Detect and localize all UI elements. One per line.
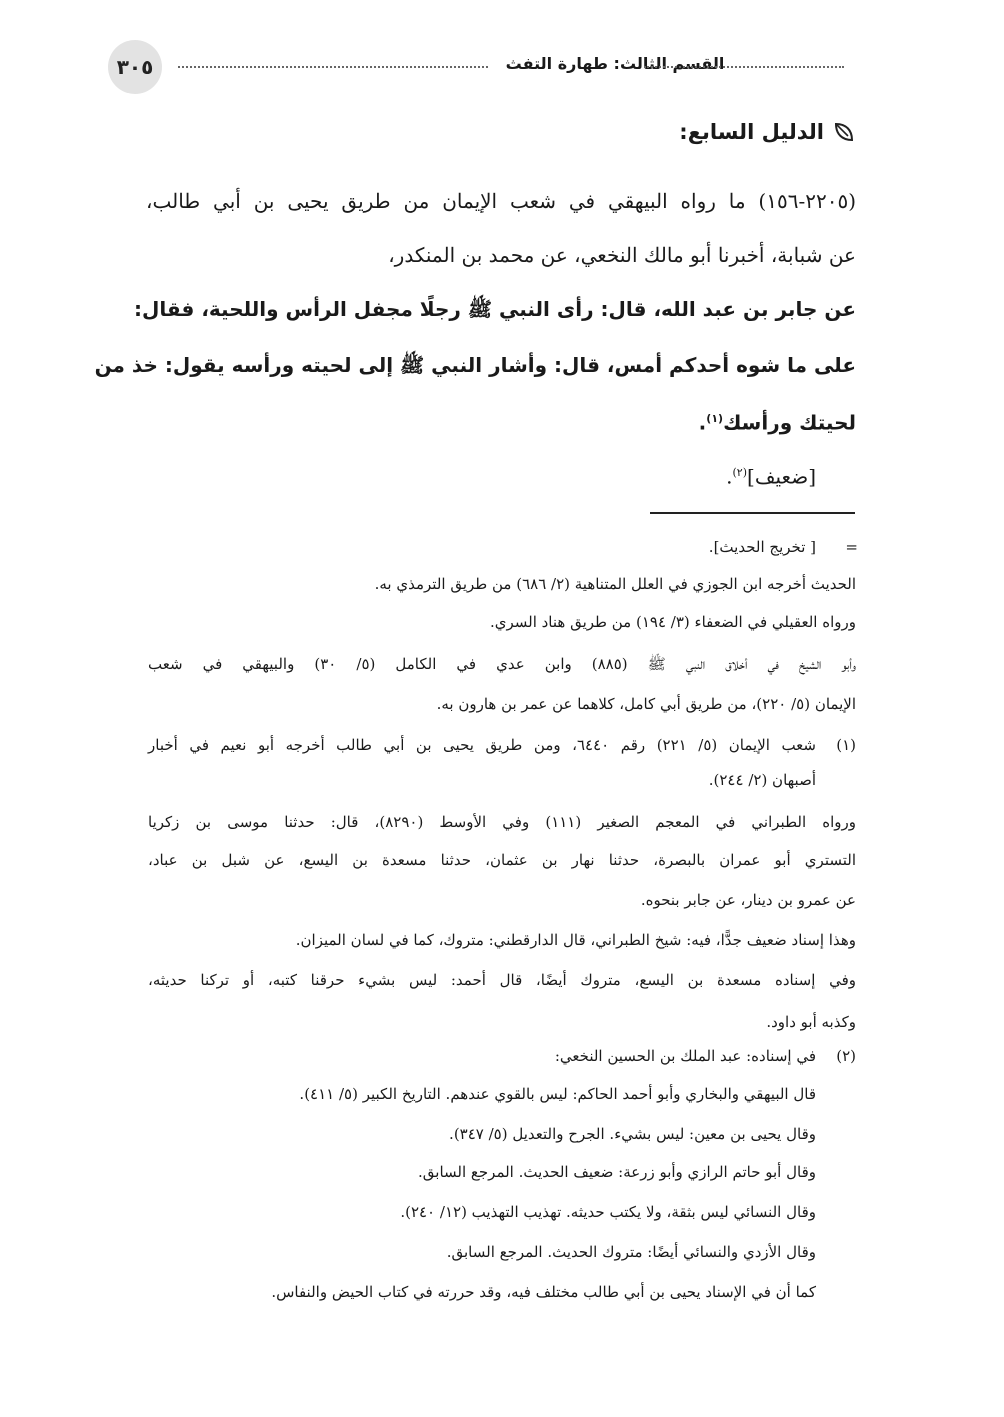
page-header bbox=[108, 40, 844, 96]
footnote-line: وفي إسناده مسعدة بن اليسع، متروك أيضًا، قال أحمد: ليس بشيء حرقنا كتبه، أو تركنا حديثه، bbox=[148, 971, 856, 989]
hadith-line: عن جابر بن عبد الله، قال: رأى النبي ﷺ رجلًا مجفل الرأس واللحية، فقال: bbox=[134, 297, 856, 321]
footnote-line: كما أن في الإسناد يحيى بن أبي طالب مختلف فيه، وقد حررته في كتاب الحيض والنفاس. bbox=[271, 1283, 816, 1301]
footnote-line: وقال أبو حاتم الرازي وأبو زرعة: ضعيف الحديث. المرجع السابق. bbox=[418, 1163, 816, 1181]
footnote-line: قال البيهقي والبخاري وأبو أحمد الحاكم: ليس بالقوي عندهم. التاريخ الكبير (٥/ ٤١١). bbox=[299, 1085, 816, 1103]
footnote-line: ورواه العقيلي في الضعفاء (٣/ ١٩٤) من طريق هناد السري. bbox=[489, 613, 856, 631]
grading-end: . bbox=[726, 464, 733, 489]
heading-text: الدليل السابع: bbox=[679, 120, 824, 144]
hadith-line-final bbox=[146, 404, 856, 438]
narration-line: (٢٢٠٥-١٥٦) ما رواه البيهقي في شعب الإيمان من طريق يحيى بن أبي طالب، bbox=[146, 189, 856, 213]
footnote-line: شعب الإيمان (٥/ ٢٢١) رقم ٦٤٤٠، ومن طريق يحيى بن أبي طالب أخرجه أبو نعيم في أخبار bbox=[148, 736, 816, 754]
footnote-2-marker: (٢) bbox=[836, 1047, 856, 1065]
footnote-ref-2[interactable]: (٢) bbox=[732, 466, 748, 479]
footnote-line: وكذبه أبو داود. bbox=[766, 1013, 856, 1031]
footnote-line: التستري أبو عمران بالبصرة، حدثنا نهار بن عثمان، حدثنا مسعدة بن اليسع، عن شبل بن عباد، bbox=[148, 851, 856, 869]
footnote-continuation-marker: = bbox=[845, 538, 858, 556]
header-dotted-leader-right bbox=[644, 66, 844, 68]
footnote-line: وهذا إسناد ضعيف جدًّا، فيه: شيخ الطبراني، قال الدارقطني: متروك، كما في لسان الميزان. bbox=[295, 931, 856, 949]
grading-text: [ضعيف] bbox=[747, 464, 816, 489]
section-heading bbox=[679, 120, 856, 144]
hadith-end: . bbox=[698, 410, 707, 435]
footnote-line: عن عمرو بن دينار، عن جابر بنحوه. bbox=[640, 891, 856, 909]
hadith-line: على ما شوه أحدكم أمس، قال: وأشار النبي ﷺ إلى لحيته ورأسه يقول: خذ من bbox=[94, 353, 856, 377]
footnote-line: ورواه الطبراني في المعجم الصغير (١١١) وفي الأوسط (٨٢٩٠)، قال: حدثنا موسى بن زكريا bbox=[148, 813, 856, 831]
page-number-badge: ٣٠٥ bbox=[108, 40, 162, 94]
grading-line bbox=[516, 458, 816, 492]
footnote-line: وقال النسائي ليس بثقة، ولا يكتب حديثه. تهذيب التهذيب (١٢/ ٢٤٠). bbox=[400, 1203, 816, 1221]
footnote-line: وقال يحيى بن معين: ليس بشيء. الجرح والتعديل (٥/ ٣٤٧). bbox=[449, 1125, 816, 1143]
footnote-separator bbox=[650, 512, 855, 514]
footnote-ref-1[interactable]: (١) bbox=[706, 412, 724, 425]
footnote-line: في إسناده: عبد الملك بن الحسين النخعي: bbox=[554, 1047, 816, 1065]
leaf-ornament-icon bbox=[832, 120, 856, 144]
footnote-1-marker: (١) bbox=[836, 736, 856, 754]
narration-line: عن شبابة، أخبرنا أبو مالك النخعي، عن محمد بن المنكدر، bbox=[388, 243, 856, 267]
footnote-line: وأبو الشيخ في أخلاق النبي ﷺ (٨٨٥) وابن عدي في الكامل (٥/ ٣٠) والبيهقي في شعب bbox=[148, 655, 856, 673]
footnote-line: أصبهان (٢/ ٢٤٤). bbox=[708, 771, 816, 789]
footnote-line: الحديث أخرجه ابن الجوزي في العلل المتناهية (٢/ ٦٨٦) من طريق الترمذي به. bbox=[374, 575, 856, 593]
footnote-line: [ تخريج الحديث]. bbox=[708, 538, 816, 556]
header-dotted-leader-left bbox=[178, 66, 488, 68]
chapter-title: القسم الثالث: طهارة التفث bbox=[505, 54, 725, 73]
footnote-line: الإيمان (٥/ ٢٢٠)، من طريق أبي كامل، كلاهما عن عمر بن هارون به. bbox=[436, 695, 856, 713]
footnote-line: وقال الأزدي والنسائي أيضًا: متروك الحديث. المرجع السابق. bbox=[446, 1243, 816, 1261]
hadith-line-text: لحيتك ورأسك bbox=[723, 410, 856, 435]
